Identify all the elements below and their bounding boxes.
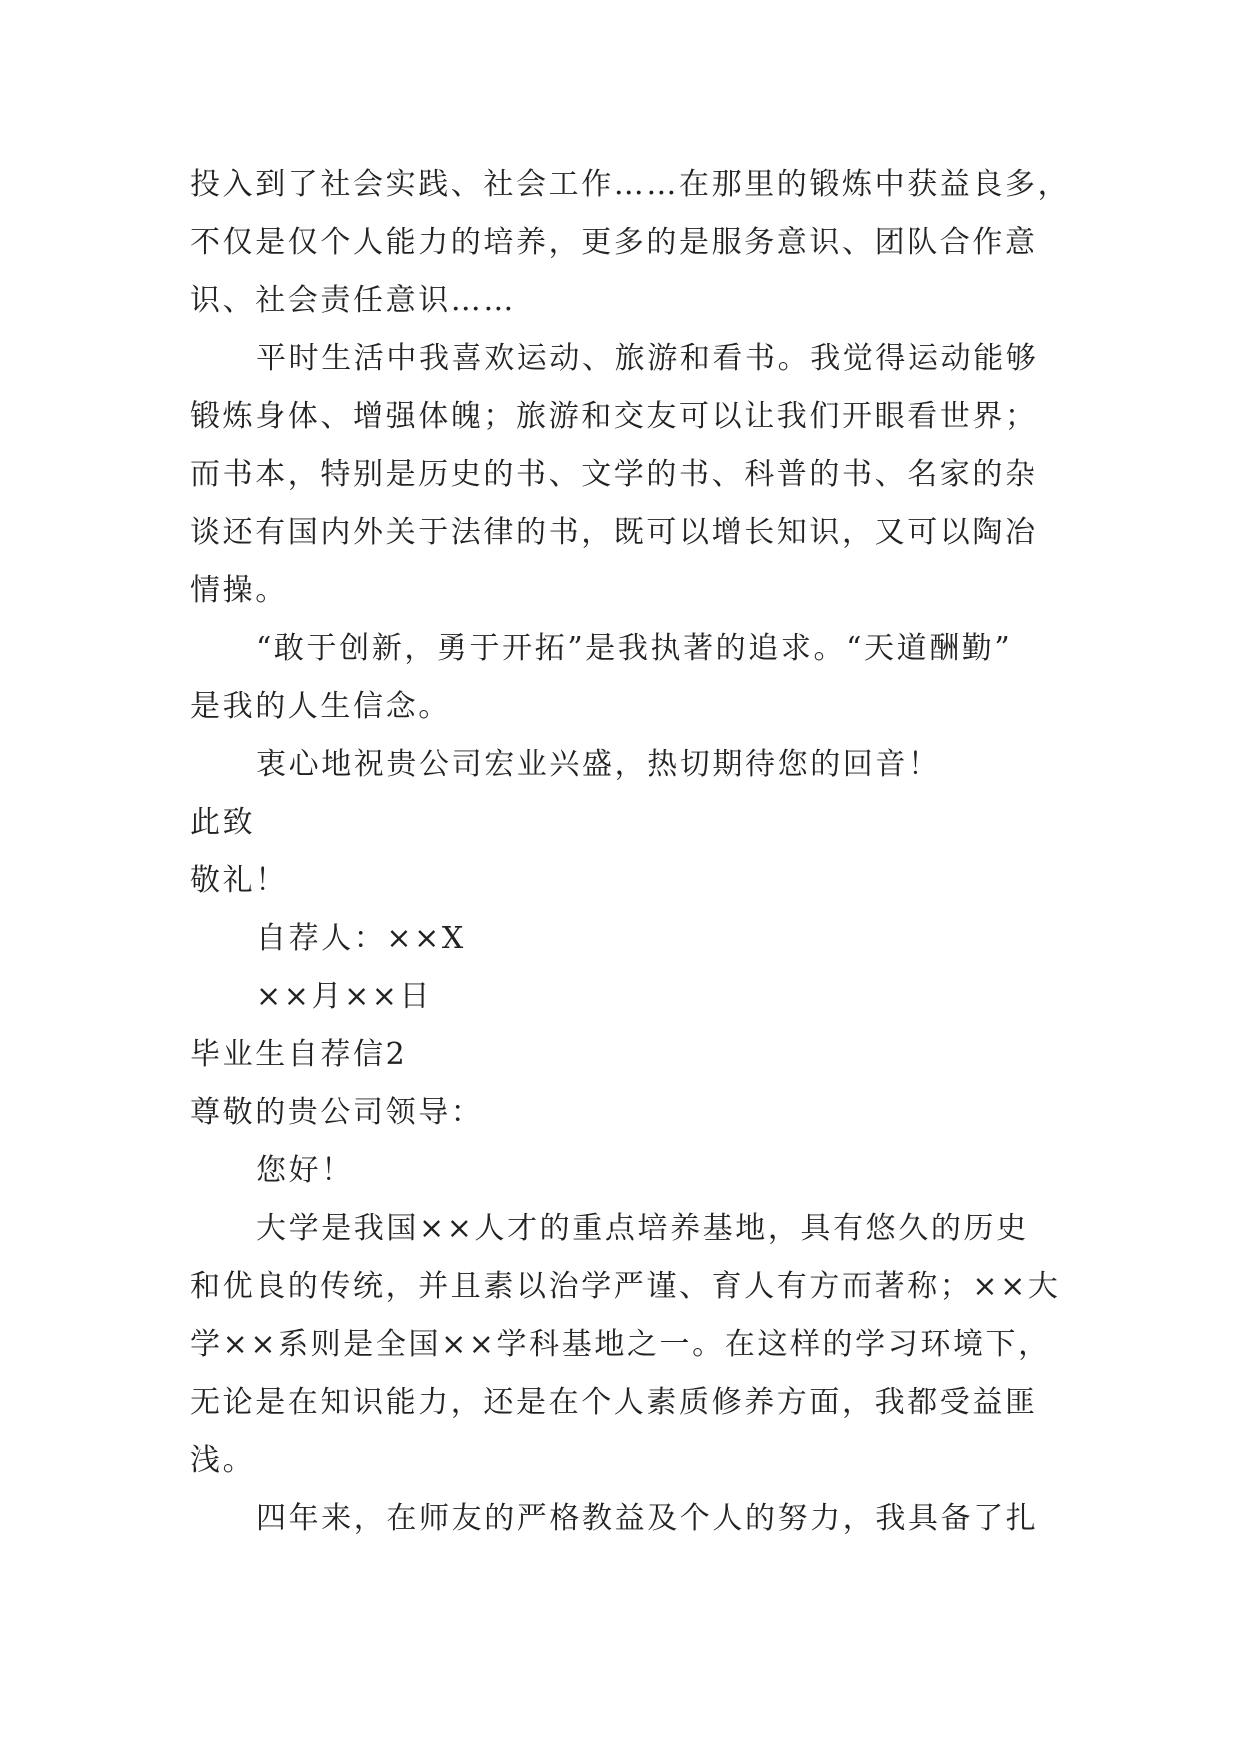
text-line-5: 锻炼身体、增强体魄；旅游和交友可以让我们开眼看世界； bbox=[190, 399, 1038, 434]
text-line-6: 而书本，特别是历史的书、文学的书、科普的书、名家的杂 bbox=[190, 457, 1038, 492]
text-line-19: 大学是我国××人才的重点培养基地，具有悠久的历史 bbox=[256, 1211, 1029, 1246]
text-line-9: “敢于创新，勇于开拓”是我执著的追求。“天道酬勤” bbox=[256, 631, 1013, 666]
signature-name: 自荐人：××X bbox=[256, 921, 466, 956]
text-line-20: 和优良的传统，并且素以治学严谨、育人有方而著称；××大 bbox=[190, 1269, 1061, 1304]
text-line-8: 情操。 bbox=[190, 573, 288, 608]
text-line-11: 衷心地祝贵公司宏业兴盛，热切期待您的回音！ bbox=[256, 747, 941, 782]
text-line-21: 学××系则是全国××学科基地之一。在这样的学习环境下， bbox=[190, 1327, 1051, 1362]
text-line-22: 无论是在知识能力，还是在个人素质修养方面，我都受益匪 bbox=[190, 1385, 1038, 1420]
signature-date: ××月××日 bbox=[256, 979, 433, 1014]
text-line-23: 浅。 bbox=[190, 1443, 256, 1478]
text-line-3: 识、社会责任意识…… bbox=[190, 283, 516, 318]
text-line-24: 四年来，在师友的严格教益及个人的努力，我具备了扎 bbox=[256, 1501, 1039, 1536]
section-title: 毕业生自荐信2 bbox=[190, 1037, 408, 1072]
greeting-addressee: 尊敬的贵公司领导： bbox=[190, 1095, 484, 1130]
text-line-7: 谈还有国内外关于法律的书，既可以增长知识，又可以陶冶 bbox=[190, 515, 1038, 550]
greeting-hello: 您好！ bbox=[256, 1153, 354, 1188]
text-line-2: 不仅是仅个人能力的培养，更多的是服务意识、团队合作意 bbox=[190, 225, 1038, 260]
text-line-4: 平时生活中我喜欢运动、旅游和看书。我觉得运动能够 bbox=[256, 341, 1039, 376]
closing-salutation: 此致 bbox=[190, 805, 256, 840]
closing-regards: 敬礼！ bbox=[190, 863, 288, 898]
text-line-1: 投入到了社会实践、社会工作……在那里的锻炼中获益良多， bbox=[190, 167, 1071, 202]
text-line-10: 是我的人生信念。 bbox=[190, 689, 451, 724]
